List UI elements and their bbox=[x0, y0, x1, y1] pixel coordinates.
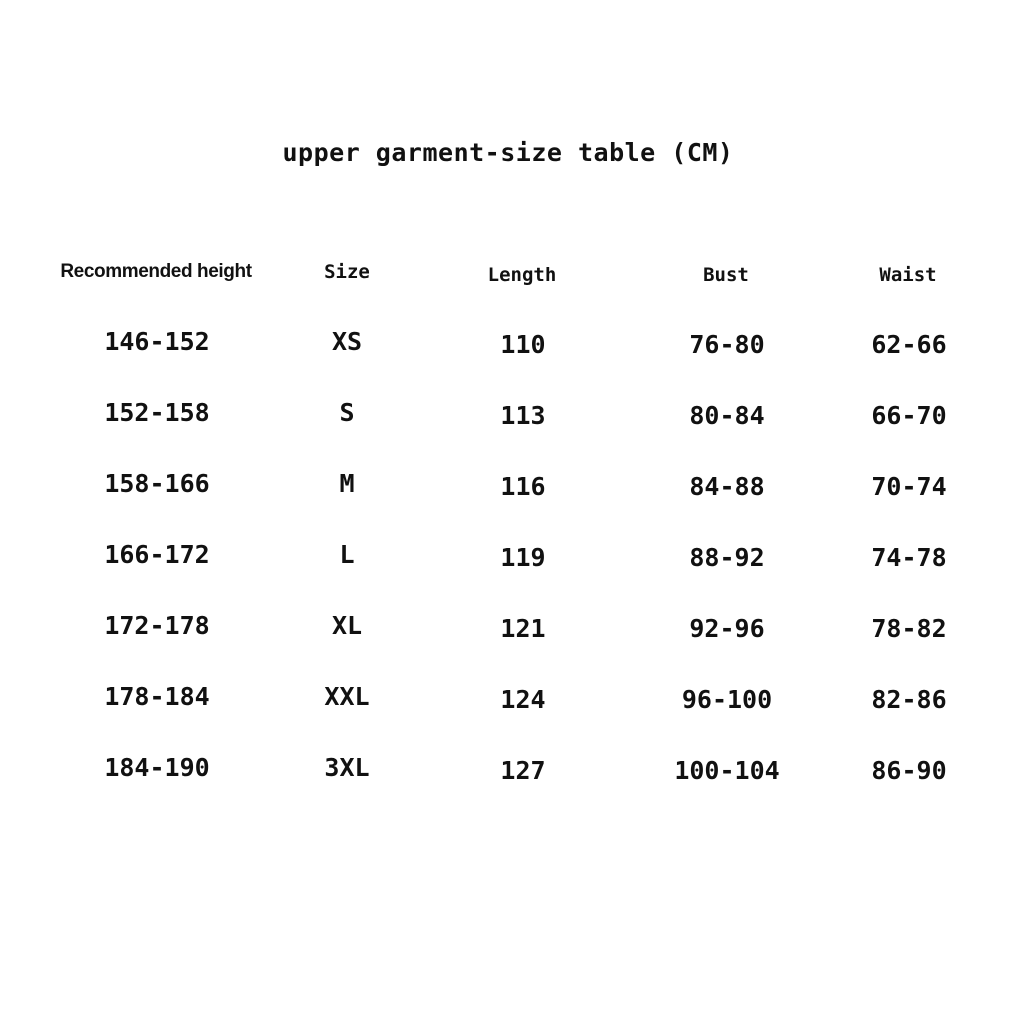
table-cell-size: S bbox=[339, 398, 355, 427]
table-cell-length: 119 bbox=[500, 543, 546, 572]
table-cell-bust: 76-80 bbox=[689, 330, 765, 359]
table-cell-length: 124 bbox=[500, 685, 546, 714]
column-header-bust: Bust bbox=[703, 264, 749, 286]
table-cell-length: 113 bbox=[500, 401, 546, 430]
table-cell-height: 166-172 bbox=[104, 540, 210, 569]
table-cell-height: 146-152 bbox=[104, 327, 210, 356]
table-cell-bust: 88-92 bbox=[689, 543, 765, 572]
table-cell-length: 110 bbox=[500, 330, 546, 359]
table-cell-waist: 74-78 bbox=[871, 543, 947, 572]
table-cell-height: 184-190 bbox=[104, 753, 210, 782]
table-cell-height: 152-158 bbox=[104, 398, 210, 427]
table-cell-bust: 84-88 bbox=[689, 472, 765, 501]
table-cell-waist: 62-66 bbox=[871, 330, 947, 359]
table-cell-height: 178-184 bbox=[104, 682, 210, 711]
table-cell-waist: 66-70 bbox=[871, 401, 947, 430]
table-cell-bust: 80-84 bbox=[689, 401, 765, 430]
table-cell-size: 3XL bbox=[324, 753, 370, 782]
column-header-size: Size bbox=[324, 261, 370, 283]
column-header-length: Length bbox=[487, 264, 557, 286]
table-cell-size: XXL bbox=[324, 682, 370, 711]
table-cell-size: XS bbox=[331, 327, 363, 356]
table-cell-length: 116 bbox=[500, 472, 546, 501]
table-cell-height: 172-178 bbox=[104, 611, 210, 640]
table-cell-bust: 92-96 bbox=[689, 614, 765, 643]
table-cell-size: XL bbox=[331, 611, 363, 640]
table-cell-bust: 100-104 bbox=[674, 756, 780, 785]
table-cell-length: 121 bbox=[500, 614, 546, 643]
table-cell-waist: 82-86 bbox=[871, 685, 947, 714]
column-header-waist: Waist bbox=[879, 264, 937, 286]
table-cell-waist: 86-90 bbox=[871, 756, 947, 785]
table-cell-waist: 78-82 bbox=[871, 614, 947, 643]
table-cell-length: 127 bbox=[500, 756, 546, 785]
table-cell-size: L bbox=[339, 540, 355, 569]
table-cell-height: 158-166 bbox=[104, 469, 210, 498]
table-cell-bust: 96-100 bbox=[681, 685, 773, 714]
table-cell-size: M bbox=[339, 469, 355, 498]
column-header-recommended-height: Recommended height bbox=[60, 261, 252, 282]
page-title: upper garment-size table (CM) bbox=[282, 138, 734, 167]
table-cell-waist: 70-74 bbox=[871, 472, 947, 501]
